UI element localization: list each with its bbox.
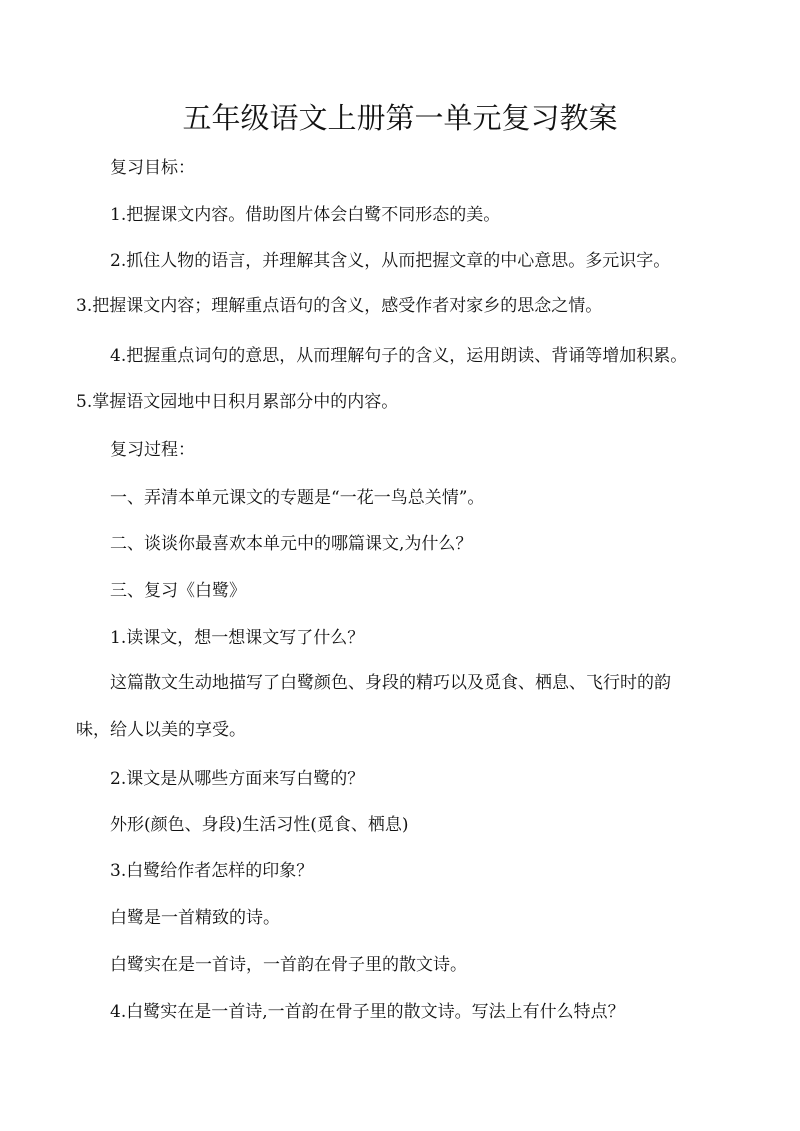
goal-item-4: 4.把握重点词句的意思，从而理解句子的含义，运用朗读、背诵等增加积累。 bbox=[110, 346, 688, 366]
goal-item-1: 1.把握课文内容。借助图片体会白鹭不同形态的美。 bbox=[110, 205, 501, 225]
question-4: 4.白鹭实在是一首诗,一首韵在骨子里的散文诗。写法上有什么特点？ bbox=[110, 1002, 625, 1022]
document-title: 五年级语文上册第一单元复习教案 bbox=[182, 101, 618, 135]
goal-item-3: 3.把握课文内容；理解重点语句的含义，感受作者对家乡的思念之情。 bbox=[76, 296, 603, 316]
process-step-3: 三、复习《白鹭》 bbox=[110, 581, 246, 601]
process-step-1: 一、弄清本单元课文的专题是“一花一鸟总关情”。 bbox=[110, 488, 485, 508]
question-2: 2.课文是从哪些方面来写白鹭的？ bbox=[110, 769, 365, 789]
answer-2: 外形(颜色、身段)生活习性(觅食、栖息) bbox=[110, 815, 409, 835]
question-1: 1.读课文，想一想课文写了什么？ bbox=[110, 628, 365, 648]
question-3: 3.白鹭给作者怎样的印象？ bbox=[110, 861, 314, 881]
answer-1-line-1: 这篇散文生动地描写了白鹭颜色、身段的精巧以及觅食、栖息、飞行时的韵 bbox=[110, 673, 671, 693]
section-heading-process: 复习过程： bbox=[110, 440, 195, 460]
answer-3-line-1: 白鹭是一首精致的诗。 bbox=[110, 908, 280, 928]
answer-3-line-2: 白鹭实在是一首诗，一首韵在骨子里的散文诗。 bbox=[110, 955, 467, 975]
process-step-2: 二、谈谈你最喜欢本单元中的哪篇课文,为什么？ bbox=[110, 534, 473, 554]
goal-item-2: 2.抓住人物的语言，并理解其含义，从而把握文章的中心意思。多元识字。 bbox=[110, 251, 671, 271]
goal-item-5: 5.掌握语文园地中日积月累部分中的内容。 bbox=[76, 392, 399, 412]
section-heading-goals: 复习目标： bbox=[110, 158, 195, 178]
answer-1-line-2: 味，给人以美的享受。 bbox=[76, 720, 246, 740]
